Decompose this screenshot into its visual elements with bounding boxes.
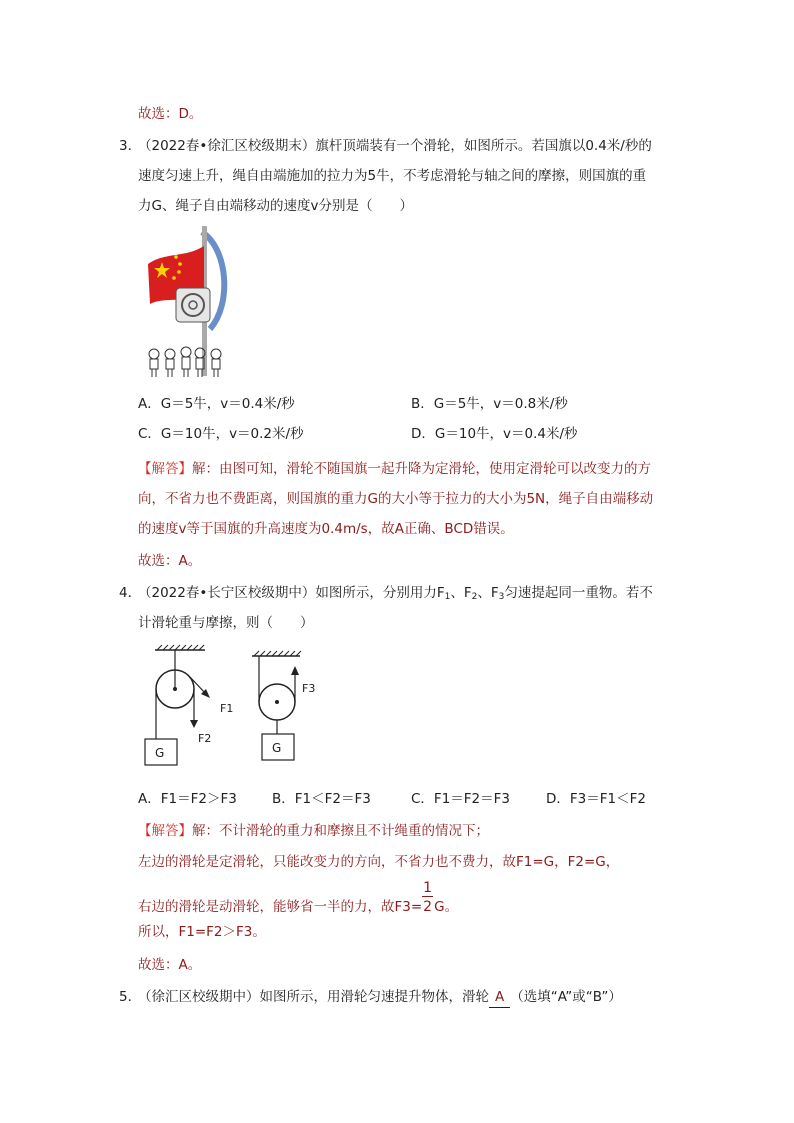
q5-stem-pre: （徐汇区校级期中）如图所示，用滑轮匀速提升物体，滑轮 (138, 989, 489, 1005)
right-weight-label: G (272, 741, 282, 755)
q4-sub-1: 1 (444, 592, 451, 602)
flag-small-star-icon (178, 262, 182, 266)
q4-option-c: C．F1＝F2＝F3 (411, 791, 510, 807)
q4-answer-line: 故选：A。 (138, 957, 202, 973)
q2-answer-line: 故选：D。 (138, 106, 203, 122)
f3-arrow-head (291, 666, 299, 675)
flag-small-star-icon (174, 255, 178, 259)
q3-stem-line2: 速度匀速上升，绳自由端施加的拉力为5牛，不考虑滑轮与轴之间的摩擦，则国旗的重 (138, 168, 647, 184)
f2-label: F2 (198, 732, 212, 745)
q3-stem-line1: （2022春•徐汇区校级期末）旗杆顶端装有一个滑轮，如图所示。若国旗以0.4米/秒的 (138, 138, 652, 154)
q4-stem-line2: 计滑轮重与摩擦，则（ ） (138, 615, 314, 631)
q4-solution-text3-pre: 右边的滑轮是动滑轮，能够省一半的力，故F3= (138, 899, 423, 915)
q4-solution-line1 (138, 821, 489, 841)
q4-solution-line4: 所以，F1=F2＞F3。 (138, 924, 266, 940)
q3-flag-pulley-figure (140, 224, 240, 384)
q4-stem-post: 匀速提起同一重物。若不 (504, 585, 653, 601)
q4-sub-3: 3 (498, 592, 505, 602)
q3-solution-line1 (138, 459, 651, 479)
q4-option-b: B．F1＜F2＝F3 (272, 791, 371, 807)
f3-label: F3 (302, 682, 316, 695)
q3-solution-line3: 的速度v等于国旗的升高速度为0.4m/s，故A正确、BCD错误。 (138, 521, 514, 537)
q4-sub-2: 2 (471, 592, 478, 602)
q3-option-c: C．G＝10牛，v＝0.2米/秒 (138, 426, 304, 442)
q4-stem-pre: （2022春•长宁区校级期中）如图所示，分别用力F (138, 585, 445, 601)
q3-solution-line2: 向，不省力也不费距离，则国旗的重力G的大小等于拉力的大小为5N，绳子自由端移动 (138, 491, 654, 507)
q4-option-a: A．F1＝F2＞F3 (138, 791, 237, 807)
q4-solution-line2: 左边的滑轮是定滑轮，只能改变力的方向，不省力也不费力，故F1=G，F2=G， (138, 854, 620, 870)
q5-number: 5． (119, 989, 142, 1005)
q3-stem-line3: 力G、绳子自由端移动的速度v分别是（ ） (138, 198, 413, 214)
q4-pulley-figure (140, 644, 340, 774)
fraction-numerator: 1 (423, 880, 433, 896)
children-figures (149, 347, 221, 377)
f2-arrow-head (190, 720, 198, 728)
q4-solution-text1: 解：不计滑轮的重力和摩擦且不计绳重的情况下； (192, 823, 489, 839)
q5-stem-line1 (138, 987, 622, 1008)
q4-solution-text3-post: G。 (434, 899, 459, 915)
q3-solution-text1: 解：由图可知，滑轮不随国旗一起升降为定滑轮，使用定滑轮可以改变力的方 (192, 461, 651, 477)
q5-stem-post: （选填“A”或“B”） (510, 989, 622, 1005)
flag-small-star-icon (172, 276, 176, 280)
q3-option-b: B．G＝5牛，v＝0.8米/秒 (411, 396, 568, 412)
f1-label: F1 (220, 702, 234, 715)
q3-answer-line: 故选：A。 (138, 553, 202, 569)
left-weight-label: G (155, 746, 165, 760)
q4-solution-tag: 【解答】 (138, 823, 192, 839)
q3-solution-tag: 【解答】 (138, 461, 192, 477)
flag-small-star-icon (177, 270, 181, 274)
q4-number: 4． (119, 585, 142, 601)
q4-option-d: D．F3＝F1＜F2 (546, 791, 646, 807)
q3-option-a: A．G＝5牛，v＝0.4米/秒 (138, 396, 295, 412)
q4-solution-line3 (138, 880, 459, 917)
fraction-denominator: 2 (423, 899, 433, 915)
q5-answer-blank: A (489, 987, 510, 1008)
q3-number: 3． (119, 138, 142, 154)
q3-option-d: D．G＝10牛，v＝0.4米/秒 (411, 426, 578, 442)
q4-stem-line1: （2022春•长宁区校级期中）如图所示，分别用力$F_1$、$F_2$、$F_3$匀速提起同一重物。若不 (138, 585, 653, 602)
fraction-one-half (422, 880, 434, 917)
